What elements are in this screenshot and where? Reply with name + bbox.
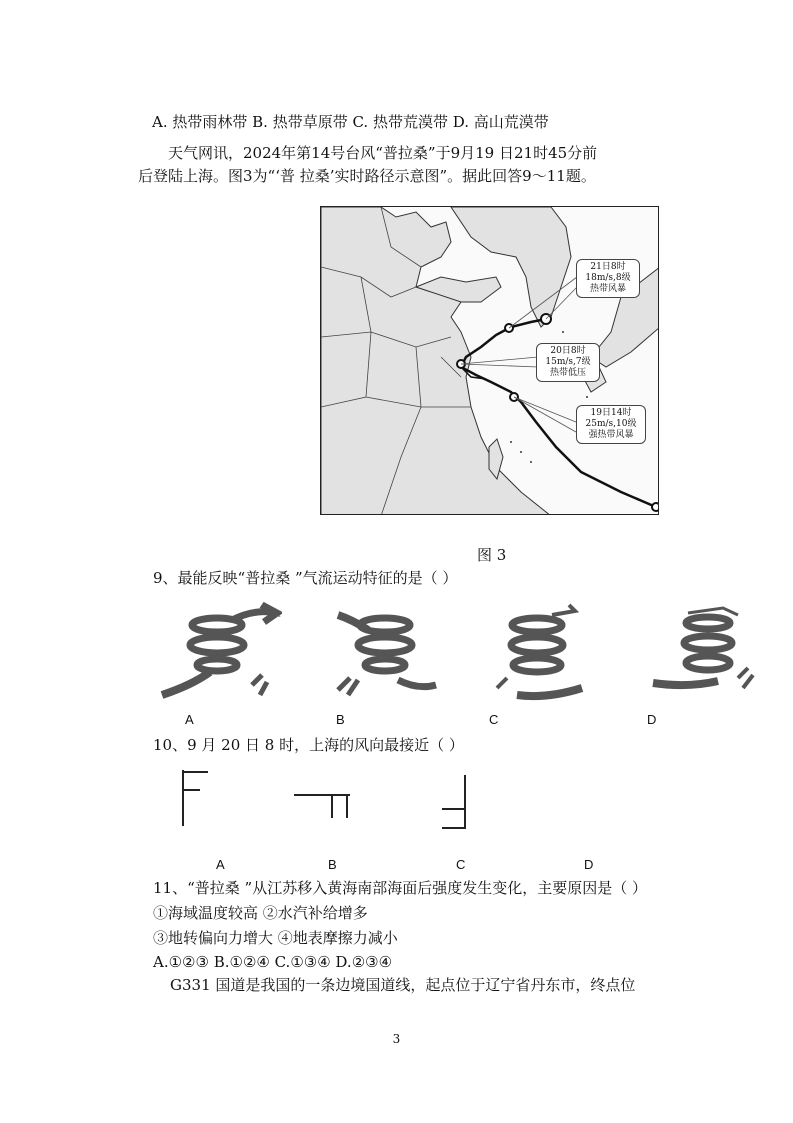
question-11: 11、“普拉桑 ”从江苏移入黄海南部海面后强度发生变化，主要原因是（ ） [153, 879, 647, 897]
callout-19 [576, 405, 646, 444]
question-10: 10、9 月 20 日 8 时，上海的风向最接近（ ） [153, 736, 464, 754]
spiral-c [487, 603, 592, 708]
q11-statements-1: ①海域温度较高 ②水汽补给增多 [153, 904, 368, 922]
intro-line-2: 后登陆上海。图3为“‘普 拉桑’实时路径示意图”。据此回答9～11题。 [138, 167, 596, 185]
q10-label-d: D [584, 857, 594, 872]
figure-caption: 图 3 [477, 546, 507, 564]
q11-statements-2: ③地转偏向力增大 ④地表摩擦力减小 [153, 929, 398, 947]
callout-21-grade: 热带风暴 [589, 284, 626, 294]
q11-choices: A.①②③ B.①②④ C.①③④ D.②③④ [153, 953, 393, 971]
spiral-b [328, 600, 443, 705]
callout-19-speed: 25m/s,10级 [585, 419, 637, 429]
q10-label-a: A [216, 857, 225, 872]
intro-line-1: 天气网讯，2024年第14号台风“普拉桑”于9月19 日21时45分前 [168, 144, 598, 162]
q9-label-d: D [647, 712, 657, 727]
question-9: 9、最能反映“普拉桑 ”气流运动特征的是（ ） [153, 569, 458, 587]
q8-options: A. 热带雨林带 B. 热带草原带 C. 热带荒漠带 D. 高山荒漠带 [152, 113, 549, 131]
callout-20-speed: 15m/s,7级 [545, 357, 591, 367]
callout-20 [536, 343, 600, 382]
callout-21 [576, 259, 640, 298]
wind-barb-c [440, 773, 470, 833]
callout-21-time: 21日8时 [590, 262, 626, 272]
spiral-d [648, 603, 758, 698]
callout-19-grade: 强热带风暴 [588, 430, 634, 440]
callout-21-speed: 18m/s,8级 [585, 273, 631, 283]
g331-passage: G331 国道是我国的一条边境国道线，起点位于辽宁省丹东市，终点位 [170, 976, 636, 994]
typhoon-path-map [320, 206, 659, 515]
q9-label-c: C [489, 712, 499, 727]
q10-label-b: B [328, 857, 337, 872]
callout-19-time: 19日14时 [590, 408, 632, 418]
q9-label-a: A [185, 712, 194, 727]
page-number: 3 [392, 1032, 401, 1046]
map-graphic [321, 207, 659, 515]
wind-barb-b [292, 790, 352, 820]
spiral-a [152, 600, 282, 705]
callout-20-grade: 热带低压 [549, 368, 586, 378]
q10-label-c: C [456, 857, 466, 872]
callout-20-time: 20日8时 [550, 346, 586, 356]
wind-barb-a [178, 768, 218, 828]
q9-label-b: B [336, 712, 345, 727]
